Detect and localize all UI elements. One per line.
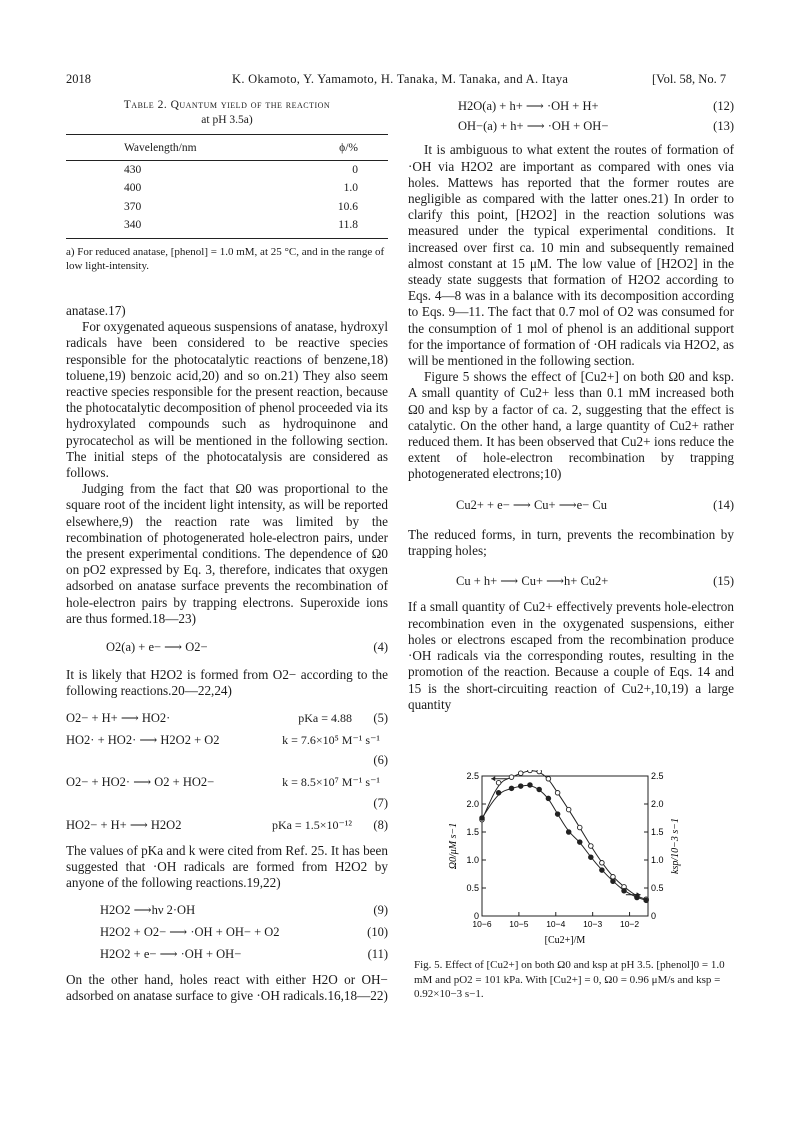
filled-circle-point	[622, 889, 627, 894]
x-tick-label: 10−5	[509, 919, 529, 929]
table-row: 340 11.8	[66, 216, 388, 239]
x-tick-label: 10−2	[619, 919, 640, 929]
table-footnote: a) For reduced anatase, [phenol] = 1.0 mM, at 25 °C, and in the range of low light-intensity.	[66, 246, 385, 273]
open-circle-point	[589, 844, 594, 849]
equation-15: Cu + h+ ⟶ Cu+ ⟶h+ Cu2+ (15)	[456, 574, 734, 589]
header-wavelength: Wavelength/nm	[66, 135, 299, 161]
paragraph: For oxygenated aqueous suspensions of anatase, hydroxyl radicals have been considered to be reactive species responsible for the photocatalytic reactions of benzene,18) toluene,19) benzoic acid,20) and so on.21) They also seem reactive species responsible for the present reaction, because the photocatalytic decomposition of phenol proceeded via its hydroxylated compounds such as hydroquinone and pyrocatechol as will be mentioned in the following section. The initial steps of the photocatalysis are considered as follows.	[66, 319, 388, 481]
table-caption: Table 2. Quantum yield of the reaction at pH 3.5a)	[123, 99, 331, 126]
open-circle-point	[577, 825, 582, 830]
x-tick-label: 10−4	[546, 919, 566, 929]
equation-6: HO2· + HO2· ⟶ H2O2 + O2 k = 7.6×10⁵ M⁻¹ s⁻¹	[66, 732, 380, 747]
equation-11: H2O2 + e− ⟶ ·OH + OH− (11)	[100, 946, 388, 961]
y-tick-label-left: 2.0	[466, 799, 479, 809]
y-tick-label-left: 1.0	[466, 855, 479, 865]
y-tick-label-right: 1.5	[651, 827, 664, 837]
filled-circle-point	[528, 783, 533, 788]
equation-7-number: (7)	[373, 795, 388, 810]
header-phi: ϕ/%	[299, 135, 388, 161]
filled-circle-point	[589, 855, 594, 860]
y-tick-label-right: 0.5	[651, 883, 664, 893]
open-circle-point	[518, 771, 523, 776]
paragraph: If a small quantity of Cu2+ effectively prevents hole-electron recombination even in the oxygenated suspensions, either holes or electrons escaped from the recombination produce ·OH radicals via the corresponding routes, resulting in the promotion of the reaction. Because a couple of Eqs. 14 and 15 is the short-circuiting reaction of Cu2+,10,19) a large quantity	[408, 599, 734, 712]
filled-circle-point	[496, 791, 501, 796]
y-tick-label-right: 0	[651, 911, 657, 921]
y-axis-label-right: ksp/10−3 s−1	[670, 818, 681, 874]
open-circle-point	[496, 780, 501, 785]
open-circle-point	[546, 777, 551, 782]
open-circle-point	[528, 770, 533, 773]
equation-12: H2O(a) + h+ ⟶ ·OH + H+ (12)	[458, 99, 734, 113]
table-row: 370 10.6	[124, 200, 358, 213]
open-circle-point	[555, 791, 560, 796]
y-tick-label-right: 1.0	[651, 855, 664, 865]
equation-10: H2O2 + O2− ⟶ ·OH + OH− + O2 (10)	[100, 924, 388, 939]
equations-9-11	[100, 902, 388, 963]
filled-circle-point	[546, 796, 551, 801]
quantum-yield-table	[66, 134, 388, 239]
filled-circle-point	[600, 868, 605, 873]
table-row: 400 1.0	[124, 182, 358, 195]
plot-frame	[482, 776, 648, 916]
equations-5-8	[66, 710, 388, 833]
left-column	[66, 98, 388, 1005]
y-tick-label-left: 1.5	[466, 827, 479, 837]
paragraph: It is likely that H2O2 is formed from O2− according to the following reactions.20—22,24)	[66, 667, 388, 699]
y-axis-label-left: Ω0/μM s−1	[448, 822, 459, 870]
filled-circle-point	[555, 812, 560, 817]
open-circle-point	[600, 861, 605, 866]
paragraph: The values of pKa and k were cited from Ref. 25. It has been suggested that ·OH radicals are formed from H2O2 by anyone of the following reactions.19,22)	[66, 842, 388, 891]
y-tick-label-left: 0	[473, 911, 479, 921]
paragraph: It is ambiguous to what extent the routes of formation of ·OH via H2O2 are important as compared with ones via holes. Mattews has reported that the former routes are negligible as compared with the latter ones.21) In order to clarify this point, [H2O2] in the reaction solutions was measured under the typical experimental conditions. It increased over first ca. 10 min and subsequently remained almost constant at 15 μM. The low value of [H2O2] in the steady state suggests that formation of H2O2 according to Eqs. 4—8 was in a balance with its decomposition according to Eqs. 9—11. The fact that 0.7 mol of O2 was consumed for the consumption of 1 mol of phenol is an additional support for the importance of formation of ·OH radicals via H2O2, as will be mentioned in the following section.	[408, 142, 734, 369]
equation-4: O2(a) + e− ⟶ O2− (4)	[106, 640, 388, 655]
arrow-left-head	[491, 776, 495, 781]
filled-circle-point	[644, 898, 649, 903]
open-circle-point	[509, 775, 514, 780]
chart-svg	[440, 770, 690, 948]
open-circle-point	[566, 807, 571, 812]
x-tick-label: 10−3	[583, 919, 603, 929]
y-tick-label-right: 2.0	[651, 799, 664, 809]
equation-5: O2− + H+ ⟶ HO2· pKa = 4.88 (5)	[66, 710, 388, 725]
paragraph: Figure 5 shows the effect of [Cu2+] on both Ω0 and ksp. A small quantity of Cu2+ less than 0.1 mM increased both Ω0 and ksp by a factor of ca. 2, suggesting that the effect is catalytic. On the other hand, a large quantity of Cu2+ rather reduced them. It has been observed that Cu2+ ions reduce the extent of hole-electron recombination by trapping photogenerated electrons;10)	[408, 369, 734, 482]
filled-circle-point	[518, 784, 523, 789]
filled-circle-point	[577, 840, 582, 845]
y-tick-label-left: 2.5	[466, 771, 479, 781]
filled-circle-point	[537, 787, 542, 792]
filled-circle-point	[509, 786, 514, 791]
equations-12-13	[458, 98, 734, 134]
equation-13: OH−(a) + h+ ⟶ ·OH + OH− (13)	[458, 119, 734, 134]
figure-5-chart	[440, 770, 690, 948]
authors: K. Okamoto, Y. Yamamoto, H. Tanaka, M. Tanaka, and A. Itaya	[232, 72, 569, 86]
x-tick-label: 10−6	[472, 919, 492, 929]
paragraph: anatase.17)	[66, 303, 126, 319]
y-tick-label-left: 0.5	[466, 883, 479, 893]
equation-7: O2− + HO2· ⟶ O2 + HO2− k = 8.5×10⁷ M⁻¹ s⁻¹	[66, 775, 380, 790]
open-circle-point	[537, 770, 542, 774]
right-column	[408, 98, 734, 713]
x-axis-label: [Cu2+]/M	[544, 935, 586, 946]
equation-6-number: (6)	[373, 753, 388, 768]
filled-circle-point	[480, 816, 485, 821]
equation-14: Cu2+ + e− ⟶ Cu+ ⟶e− Cu (14)	[456, 497, 734, 512]
filled-circle-point	[611, 879, 616, 884]
y-tick-label-right: 2.5	[651, 771, 664, 781]
page-number: 2018	[66, 72, 91, 86]
table-2	[66, 98, 388, 273]
table-row: 430 0	[124, 164, 358, 177]
volume: [Vol. 58, No. 7	[652, 72, 727, 86]
figure-5-caption: Fig. 5. Effect of [Cu2+] on both Ω0 and ksp at pH 3.5. [phenol]0 = 1.0 mM and pO2 = 101 kPa. With [Cu2+] = 0, Ω0 = 0.96 μM/s and ksp = 0.92×10−3 s−1.	[414, 959, 725, 1000]
equation-8: HO2− + H+ ⟶ H2O2 pKa = 1.5×10⁻¹² (8)	[66, 817, 388, 832]
paragraph: The reduced forms, in turn, prevents the recombination by trapping holes;	[408, 526, 734, 559]
filled-circle-point	[566, 830, 571, 835]
open-circle-point	[611, 875, 616, 880]
equation-9: H2O2 ⟶hν 2·OH (9)	[100, 902, 388, 917]
paragraph: On the other hand, holes react with either H2O or OH− adsorbed on anatase surface to give ·OH radicals.16,18—22)	[66, 972, 388, 1004]
paragraph: Judging from the fact that Ω0 was proportional to the square root of the incident light intensity, as will be reported elsewhere,9) the reaction rate was limited by the recombination of photogenerated hole-electron pairs, under the present experimental conditions. The dependence of Ω0 on pO2 expressed by Eq. 3, therefore, indicates that oxygen adsorbed on anatase surface prevents the recombination of hole-electron pairs by trapping electrons. Superoxide ions are thus formed.18—23)	[66, 481, 388, 626]
